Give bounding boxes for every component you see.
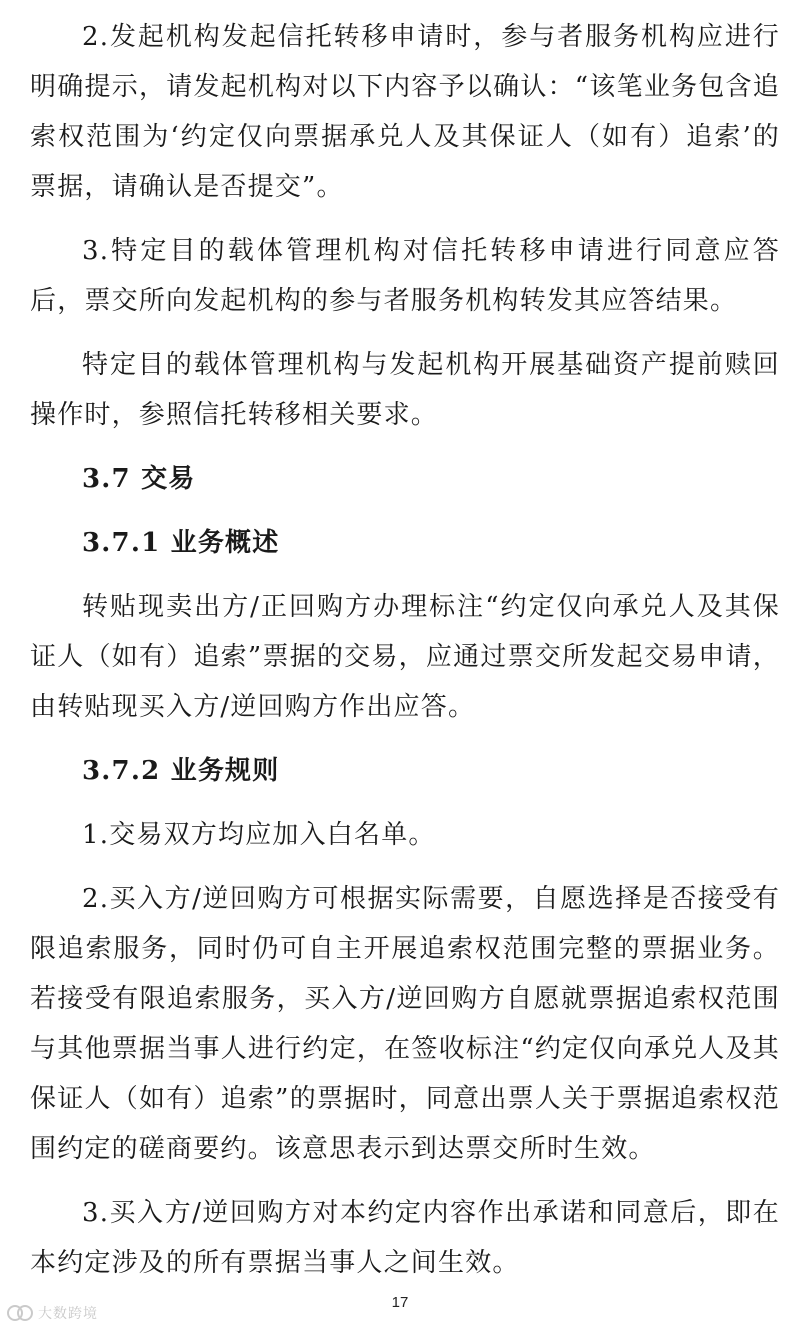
paragraph-response-forwarding: 3.特定目的载体管理机构对信托转移申请进行同意应答后，票交所向发起机构的参与者服务机构转发其应答结果。 <box>30 236 780 316</box>
paragraph-rule-2: 2.买入方/逆回购方可根据实际需要，自愿选择是否接受有限追索服务，同时仍可自主开展追索权范围完整的票据业务。若接受有限追索服务，买入方/逆回购方自愿就票据追索权范围与其他票据当事人进行约定，在签收标注“约定仅向承兑人及其保证人（如有）追索”的票据时，同意出票人关于票据追索权范围约定的磋商要约。该意思表示到达票交所时生效。 <box>30 884 780 1164</box>
page-number: 17 <box>391 1294 409 1311</box>
paragraph-early-redemption: 特定目的载体管理机构与发起机构开展基础资产提前赎回操作时，参照信托转移相关要求。 <box>30 350 780 430</box>
document-body <box>30 12 780 1302</box>
subsection-heading-overview: 3.7.1 业务概述 <box>82 528 280 558</box>
paragraph-rule-1: 1.交易双方均应加入白名单。 <box>82 820 436 850</box>
section-heading-trading: 3.7 交易 <box>82 464 196 494</box>
watermark <box>6 1300 98 1326</box>
watermark-logo-icon <box>6 1302 34 1324</box>
paragraph-overview: 转贴现卖出方/正回购方办理标注“约定仅向承兑人及其保证人（如有）追索”票据的交易，应通过票交所发起交易申请，由转贴现买入方/逆回购方作出应答。 <box>30 592 780 722</box>
watermark-text: 大数跨境 <box>38 1306 98 1322</box>
paragraph-confirmation-prompt: 2.发起机构发起信托转移申请时，参与者服务机构应进行明确提示，请发起机构对以下内容予以确认：“该笔业务包含追索权范围为‘约定仅向票据承兑人及其保证人（如有）追索’的票据，请确认是否提交”。 <box>30 22 780 202</box>
paragraph-rule-3: 3.买入方/逆回购方对本约定内容作出承诺和同意后，即在本约定涉及的所有票据当事人之间生效。 <box>30 1198 780 1278</box>
subsection-heading-rules: 3.7.2 业务规则 <box>82 756 280 786</box>
